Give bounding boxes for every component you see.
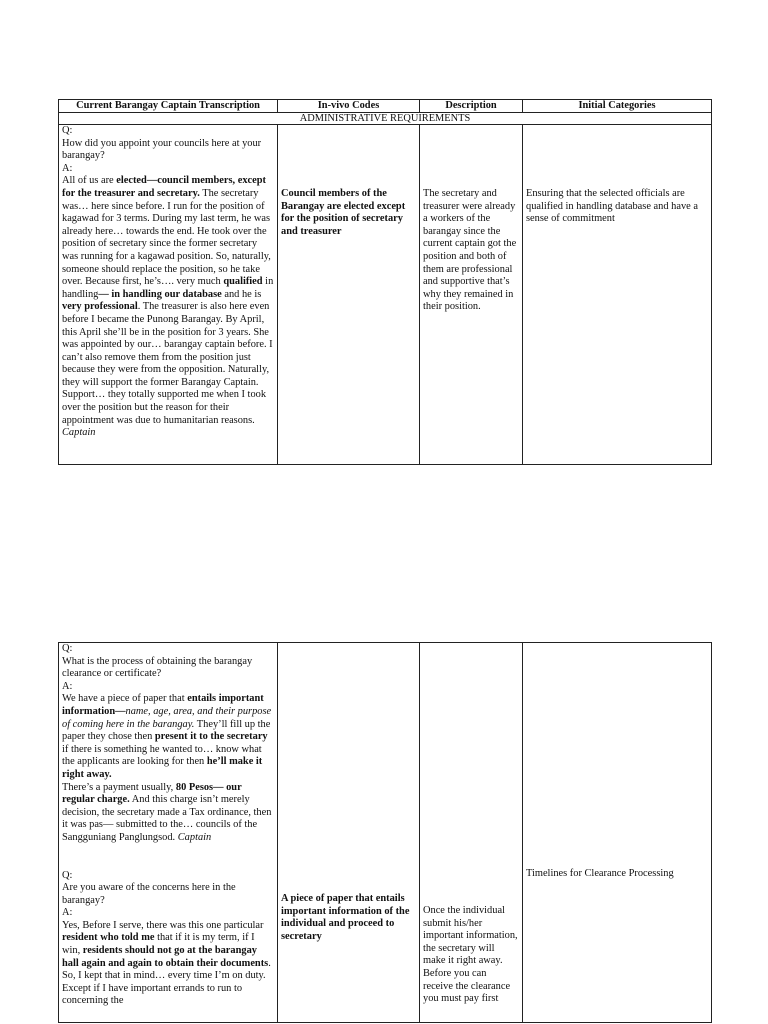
answer-label: A: bbox=[62, 162, 73, 174]
answer-label: A: bbox=[62, 907, 73, 919]
answer-italic: name, age, area, and their purpose of coming here in the barangay. bbox=[62, 705, 272, 730]
answer-speaker: Captain bbox=[62, 427, 96, 439]
header-transcription: Current Barangay Captain Transcription bbox=[59, 100, 278, 113]
coding-table-1 bbox=[58, 99, 712, 465]
invivo-cell bbox=[278, 643, 420, 1023]
answer-bold: elected—council members, except for the treasurer and secretary. bbox=[62, 175, 266, 199]
transcription-text bbox=[62, 643, 274, 1008]
header-description: Description bbox=[420, 100, 523, 113]
answer-text: The secretary was… here since before. I run for the position of kagawad for 3 terms. During my last term, he was already here… towards the end. He took over the position of secretary since the former secretary was running for a kagawad position. So, naturally, someone should replace the position, so he take over. Because first, he’s…. very much bbox=[62, 187, 271, 288]
question-text: What is the process of obtaining the barangay clearance or certificate? bbox=[62, 655, 253, 680]
table-header-row bbox=[59, 100, 712, 113]
answer-bold: present it to the secretary bbox=[154, 731, 268, 743]
invivo-code-text: A piece of paper that entails important information of the individual and proceed to secretary bbox=[281, 893, 410, 942]
invivo-cell bbox=[278, 125, 420, 465]
answer-bold: entails important information— bbox=[62, 693, 264, 717]
answer-text: Yes, Before I serve, there was this one particular bbox=[62, 919, 264, 931]
question-label: Q: bbox=[62, 643, 73, 654]
answer-text: All of us are bbox=[62, 175, 117, 187]
answer-text: . The treasurer is also here even before I became the Punong Barangay. By April, this April she’ll be in the position for 3 years. She was appointed by our… barangay captain before. I can’t also remove them from the position just because they were from the opposition. Naturally, they will support the former Barangay Captain. Support… they totally supported me when I took over the position but the reason for their appointment was due to humanitarian reasons. bbox=[62, 301, 273, 426]
question-text: How did you appoint your councils here at your barangay? bbox=[62, 137, 262, 162]
description-text-cont: and supportive that’s why they remained in their position. bbox=[423, 276, 514, 313]
coding-table-2 bbox=[58, 642, 712, 1023]
answer-bold: residents should not go at the barangay hall again and again to obtain their documents bbox=[62, 945, 269, 969]
transcription-text bbox=[62, 125, 274, 440]
section-title: ADMINISTRATIVE REQUIREMENTS bbox=[59, 113, 712, 125]
answer-text: . So, I kept that in mind… every time I’m on duty. Except if I have important errands to run to concerning the bbox=[62, 957, 271, 1007]
category-cell bbox=[523, 643, 712, 1023]
answer-text: if there is something he wanted to… know what the applicants are looking for then bbox=[62, 743, 262, 768]
description-text: Once the individual submit his/her important information, the secretary will make it right away. Before you can receive the clearance you must pay first bbox=[423, 905, 518, 1005]
answer-text: that if it is my term, if I win, bbox=[62, 932, 255, 957]
description-text: The secretary and treasurer were already a workers of the barangay since the current captain got the position and both of them are professional bbox=[423, 188, 517, 275]
section-row bbox=[59, 113, 712, 125]
answer-text: They’ll fill up the paper they chose then bbox=[62, 718, 271, 743]
table-row bbox=[59, 125, 712, 465]
description-cell bbox=[420, 643, 523, 1023]
answer-bold: qualified bbox=[223, 276, 263, 288]
description-cell bbox=[420, 125, 523, 465]
answer-bold: he’ll make it right away. bbox=[62, 756, 263, 780]
answer-text: There’s a payment usually, bbox=[62, 781, 176, 793]
answer-text: and he is bbox=[221, 288, 262, 300]
category-text: Timelines for Clearance Processing bbox=[526, 868, 674, 879]
answer-bold: 80 Pesos— our regular charge. bbox=[62, 781, 242, 806]
category-text: Ensuring that the selected officials are qualified in handling database and have a sense of commitment bbox=[526, 188, 698, 225]
answer-bold: resident who told me bbox=[62, 932, 155, 944]
transcription-cell bbox=[59, 125, 278, 465]
answer-label: A: bbox=[62, 680, 73, 692]
question-label: Q: bbox=[62, 125, 73, 136]
invivo-code-text: Council members of the Barangay are elected except for the position of secretary and treasurer bbox=[281, 188, 406, 237]
answer-speaker: Captain bbox=[177, 831, 212, 843]
answer-text: We have a piece of paper that bbox=[62, 693, 188, 705]
transcription-cell bbox=[59, 643, 278, 1023]
question-text: Are you aware of the concerns here in the barangay? bbox=[62, 882, 236, 906]
header-invivo-codes: In-vivo Codes bbox=[278, 100, 420, 113]
answer-text: And this charge isn’t merely decision, the secretary made a Tax ordinance, then it was pas— submitted to the… councils of the Sangguniang Panglungsod. bbox=[62, 794, 272, 843]
table-row bbox=[59, 643, 712, 1023]
category-cell bbox=[523, 125, 712, 465]
question-label: Q: bbox=[62, 869, 73, 881]
header-initial-categories: Initial Categories bbox=[523, 100, 712, 113]
answer-text: in handling bbox=[62, 276, 274, 300]
answer-bold: — in handling our database bbox=[98, 288, 222, 300]
answer-bold: very professional bbox=[62, 301, 138, 313]
